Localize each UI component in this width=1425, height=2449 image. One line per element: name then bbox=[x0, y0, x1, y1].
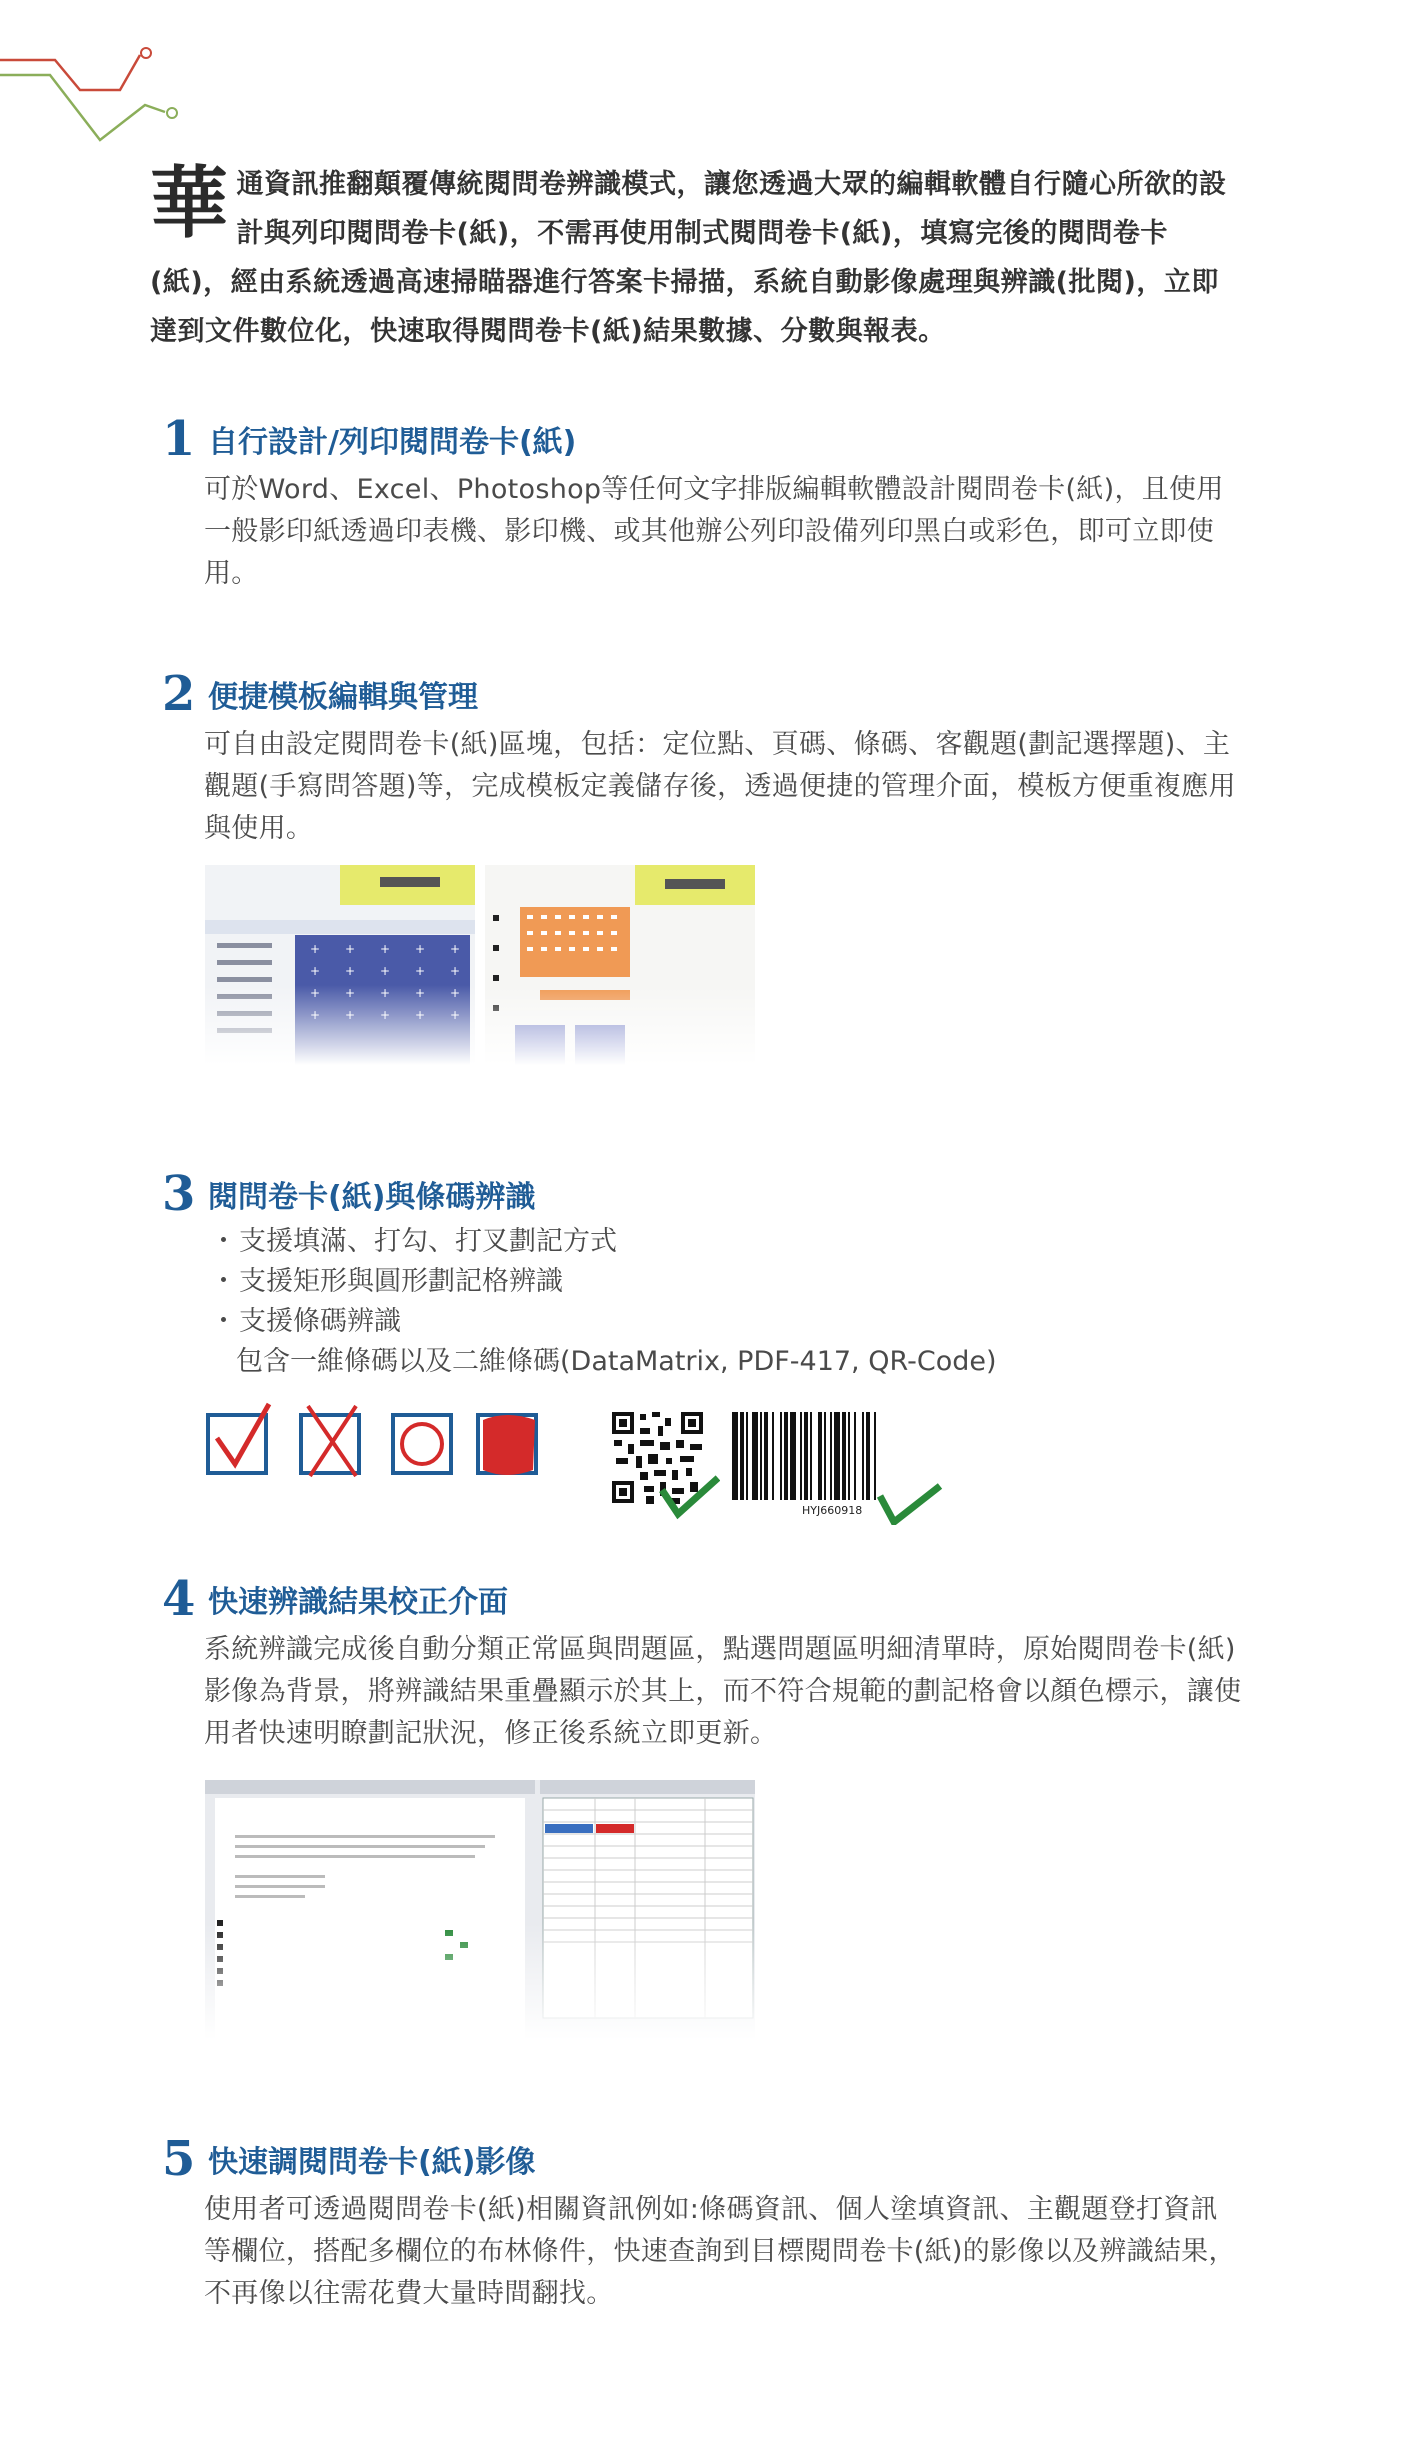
intro-paragraph bbox=[150, 160, 1235, 356]
checkbox-check-icon bbox=[205, 1400, 275, 1480]
section-number: 2 bbox=[162, 666, 196, 722]
section-number: 4 bbox=[162, 1571, 196, 1627]
decorative-line-graph bbox=[0, 40, 200, 160]
checkbox-cross-icon bbox=[298, 1400, 368, 1480]
bullet-subtext: 包含一維條碼以及二維條碼(DataMatrix, PDF-417, QR-Code) bbox=[236, 1346, 997, 1377]
barcode-bar bbox=[834, 1412, 840, 1500]
barcode-bar bbox=[848, 1412, 850, 1500]
green-check-icon bbox=[880, 1486, 940, 1522]
barcode-bar bbox=[824, 1412, 826, 1500]
section-1 bbox=[162, 405, 1242, 595]
barcode-bar bbox=[810, 1412, 812, 1500]
barcode-bar bbox=[866, 1412, 870, 1500]
feature-bullet-list bbox=[210, 1222, 1242, 1382]
bullet-item: ・ 支援條碼辨識 bbox=[210, 1302, 1242, 1342]
section-3 bbox=[162, 1160, 1242, 1382]
section-title: 閱問卷卡(紙)與條碼辨識 bbox=[208, 1180, 536, 1215]
barcode-bar bbox=[790, 1412, 796, 1500]
checkbox-filled-icon bbox=[475, 1400, 545, 1480]
section-number: 3 bbox=[162, 1166, 196, 1222]
section-body: 可於Word、Excel、Photoshop等任何文字排版編輯軟體設計閱問卷卡(紙)，且使用一般影印紙透過印表機、影印機、或其他辦公列印設備列印黑白或彩色，即可立即使用。 bbox=[204, 474, 1224, 589]
barcode-bar bbox=[760, 1412, 762, 1500]
barcode-bar bbox=[862, 1412, 864, 1500]
section-body: 可自由設定閱問卷卡(紙)區塊，包括：定位點、頁碼、條碼、客觀題(劃記選擇題)、主觀題(手寫問答題)等，完成模板定義儲存後，透過便捷的管理介面，模板方便重複應用與使用。 bbox=[204, 729, 1236, 844]
barcode-bar bbox=[746, 1412, 748, 1500]
barcode-number: HYJ660918 bbox=[802, 1504, 863, 1517]
barcode-bar bbox=[830, 1412, 832, 1500]
section-title: 快速調閱問卷卡(紙)影像 bbox=[208, 2145, 536, 2180]
template-screenshot-left bbox=[205, 865, 475, 1065]
barcode-bar bbox=[784, 1412, 788, 1500]
section-4 bbox=[162, 1565, 1242, 1755]
barcode-icon bbox=[730, 1410, 950, 1525]
section-title: 便捷模板編輯與管理 bbox=[208, 680, 478, 715]
barcode-bar bbox=[780, 1412, 782, 1500]
barcode-bar bbox=[764, 1412, 768, 1500]
barcode-bar bbox=[804, 1412, 808, 1500]
correction-interface-screenshot bbox=[205, 1780, 755, 2040]
barcode-bar bbox=[854, 1412, 856, 1500]
section-number: 1 bbox=[162, 411, 196, 467]
section-2 bbox=[162, 660, 1242, 850]
barcode-bar bbox=[842, 1412, 846, 1500]
barcode-bar bbox=[818, 1412, 822, 1500]
checkbox-circle-icon bbox=[390, 1400, 460, 1480]
barcode-bar bbox=[874, 1412, 876, 1500]
barcode-bar bbox=[752, 1412, 758, 1500]
barcode-bar bbox=[732, 1412, 738, 1500]
section-5 bbox=[162, 2125, 1242, 2315]
barcode-bar bbox=[800, 1412, 802, 1500]
barcode-bar bbox=[740, 1412, 744, 1500]
section-title: 自行設計/列印閱問卷卡(紙) bbox=[208, 425, 577, 460]
qr-code-icon bbox=[610, 1410, 720, 1520]
section-number: 5 bbox=[162, 2131, 196, 2187]
bullet-item: ・ 支援填滿、打勾、打叉劃記方式 bbox=[210, 1222, 1242, 1262]
section-body: 使用者可透過閱問卷卡(紙)相關資訊例如:條碼資訊、個人塗填資訊、主觀題登打資訊等欄位，搭配多欄位的布林條件，快速查詢到目標閱問卷卡(紙)的影像以及辨識結果，不再像以往需花費大量時間翻找。 bbox=[204, 2194, 1236, 2309]
intro-text: 通資訊推翻顛覆傳統閱問卷辨識模式，讓您透過大眾的編輯軟體自行隨心所欲的設計與列印閱問卷卡(紙)，不需再使用制式閱問卷卡(紙)，填寫完後的閱問卷卡(紙)，經由系統透過高速掃瞄器進行答案卡掃描，系統自動影像處理與辨識(批閱)，立即達到文件數位化，快速取得閱問卷卡(紙)結果數據、分數與報表。 bbox=[150, 169, 1227, 347]
barcode-bar bbox=[772, 1412, 774, 1500]
section-title: 快速辨識結果校正介面 bbox=[208, 1585, 508, 1620]
bullet-item: ・ 支援矩形與圓形劃記格辨識 bbox=[210, 1262, 1242, 1302]
section-body: 系統辨識完成後自動分類正常區與問題區，點選問題區明細清單時，原始閱問卷卡(紙)影像為背景，將辨識結果重疊顯示於其上，而不符合規範的劃記格會以顏色標示，讓使用者快速明瞭劃記狀況，修正後系統立即更新。 bbox=[204, 1634, 1242, 1749]
drop-cap: 華 bbox=[150, 158, 229, 249]
template-screenshot-right bbox=[485, 865, 755, 1065]
